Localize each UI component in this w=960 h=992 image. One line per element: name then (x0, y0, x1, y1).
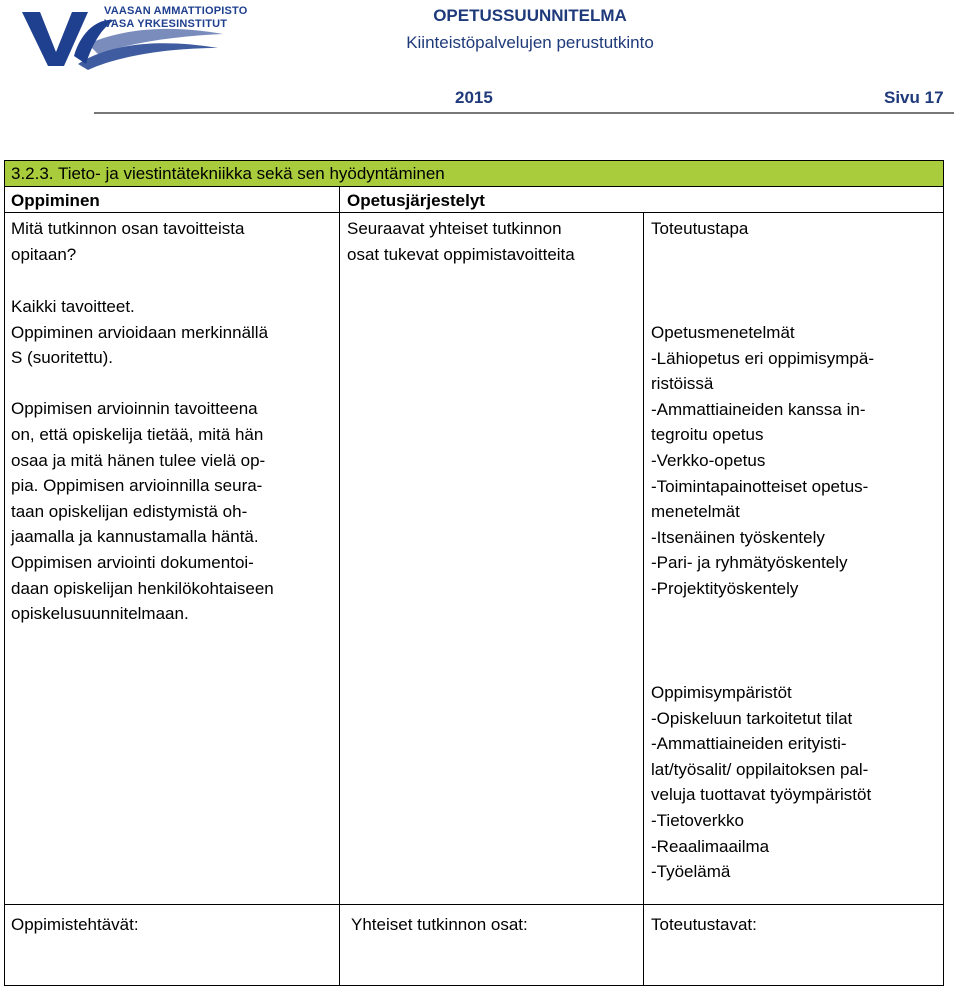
text-line: jaamalla ja kannustamalla häntä. (11, 527, 259, 547)
row-divider (5, 186, 943, 187)
org-name-line1: VAASAN AMMATTIOPISTO (104, 5, 248, 17)
col1-subheader (11, 216, 244, 267)
text-line: opiskelusuunnitelmaan. (11, 604, 189, 624)
implementations-label: Toteutustavat: (651, 915, 757, 934)
learning-description (11, 294, 274, 627)
organization-name (104, 5, 248, 31)
org-name-line2: VASA YRKESINSTITUT (104, 18, 228, 30)
text-line: -Lähiopetus eri oppimisympä- (651, 348, 874, 368)
text-line: Oppimisen arviointi dokumentoi- (11, 552, 254, 572)
document-subtitle: Kiinteistöpalvelujen perustutkinto (406, 33, 654, 52)
text-line: -Opiskeluun tarkoitetut tilat (651, 708, 853, 728)
text-line: on, että opiskelija tietää, mitä hän (11, 424, 264, 444)
column-divider (339, 186, 340, 985)
text-line: ristöissä (651, 374, 714, 394)
text-line: -Itsenäinen työskentely (651, 527, 825, 547)
header-divider (94, 112, 954, 114)
oppiminen-header: Oppiminen (11, 191, 100, 210)
text-line: veluja tuottavat työympäristöt (651, 785, 872, 805)
text-line: Opetusmenetelmät (651, 323, 795, 342)
text-line: -Työelämä (651, 862, 731, 882)
learning-environments-list (651, 680, 871, 885)
document-title: OPETUSSUUNNITELMA (433, 6, 627, 25)
blank-line (11, 371, 274, 397)
text-line: -Toimintapainotteiset opetus- (651, 476, 869, 496)
column-divider (643, 212, 644, 985)
text-line: Oppiminen arvioidaan merkinnällä (11, 322, 269, 342)
section-heading: 3.2.3. Tieto- ja viestintätekniikka sekä sen hyödyntäminen (11, 164, 445, 183)
text-line: -Tietoverkko (651, 810, 744, 830)
text-line: taan opiskelijan edistymistä oh- (11, 501, 248, 521)
text-line: -Projektityöskentely (651, 578, 799, 598)
text-line: Kaikki tavoitteet. (11, 297, 135, 316)
curriculum-table (4, 160, 944, 986)
col1-subheader-line: opitaan? (11, 244, 77, 264)
text-line: -Reaalimaailma (651, 836, 770, 856)
text-line: daan opiskelijan henkilökohtaiseen (11, 578, 274, 598)
learning-tasks-label: Oppimistehtävät: (11, 915, 139, 934)
text-line: Oppimisen arvioinnin tavoitteena (11, 399, 258, 419)
text-line: -Pari- ja ryhmätyöskentely (651, 553, 848, 573)
text-line: osaa ja mitä hänen tulee vielä op- (11, 450, 266, 470)
teaching-methods-list (651, 320, 874, 602)
text-line: -Verkko-opetus (651, 450, 766, 470)
text-line: -Ammattiaineiden kanssa in- (651, 399, 866, 419)
col2-subheader-line: Seuraavat yhteiset tutkinnon (347, 219, 562, 238)
text-line: -Ammattiaineiden erityisti- (651, 734, 847, 754)
document-year: 2015 (455, 88, 493, 107)
col2-subheader (347, 216, 575, 267)
text-line: menetelmät (651, 502, 740, 522)
opetusjarjestelyt-header: Opetusjärjestelyt (347, 191, 485, 210)
col2-subheader-line: osat tukevat oppimistavoitteita (347, 244, 575, 264)
col3-subheader: Toteutustapa (651, 219, 749, 238)
text-line: Oppimisympäristöt (651, 683, 792, 702)
text-line: S (suoritettu). (11, 348, 114, 368)
text-line: pia. Oppimisen arvioinnilla seura- (11, 476, 263, 496)
text-line: tegroitu opetus (651, 425, 764, 445)
text-line: lat/työsalit/ oppilaitoksen pal- (651, 759, 869, 779)
col1-subheader-line: Mitä tutkinnon osan tavoitteista (11, 219, 245, 238)
row-divider (5, 904, 943, 905)
common-units-label: Yhteiset tutkinnon osat: (351, 915, 528, 934)
page-number: Sivu 17 (884, 88, 944, 107)
